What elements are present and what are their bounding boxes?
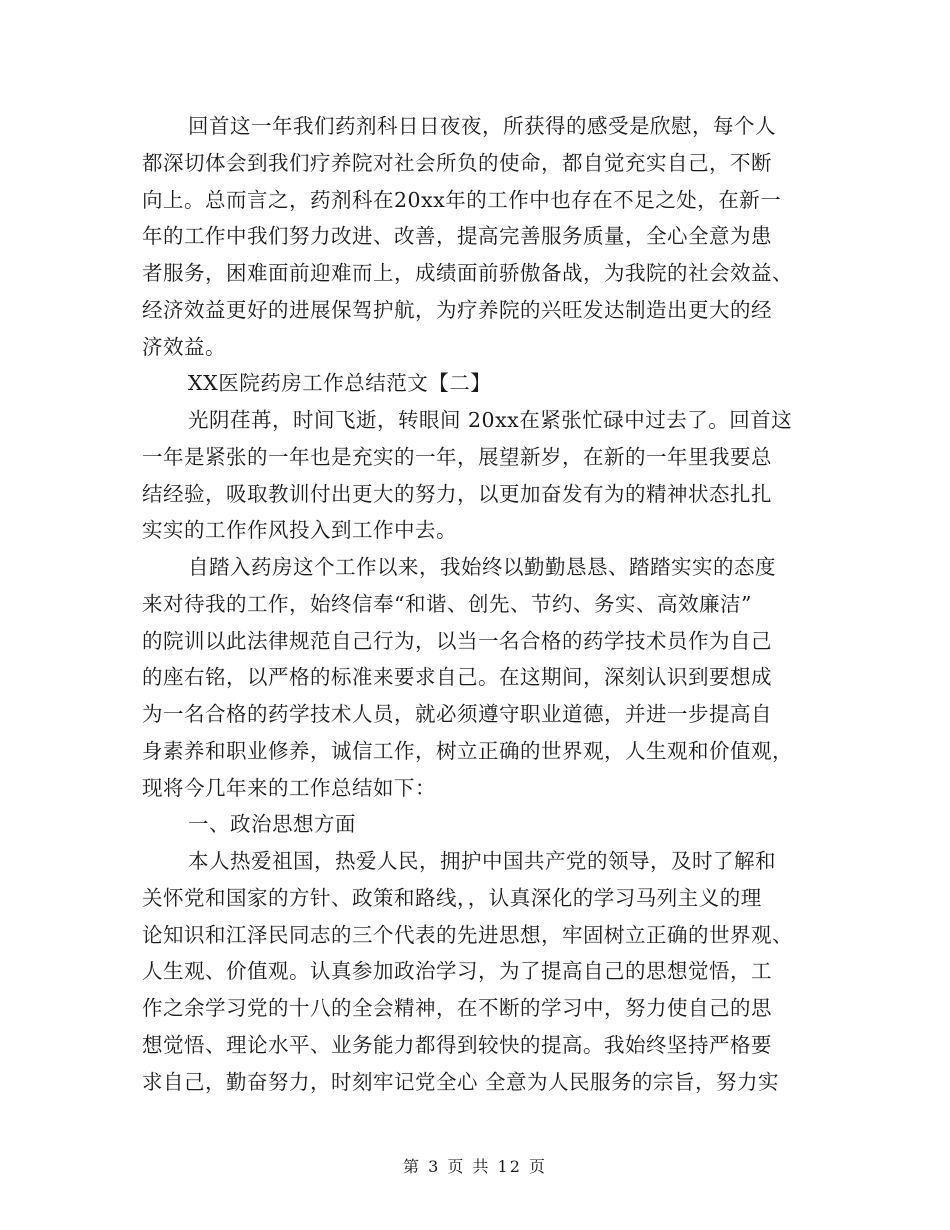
paragraph-line: 现将今几年来的工作总结如下： bbox=[142, 775, 436, 800]
paragraph-line: 来对待我的工作，始终信奉“和谐、创先、节约、务实、高效廉洁” bbox=[142, 591, 752, 616]
paragraph-line: 人生观、价值观。认真参加政治学习，为了提高自己的思想觉悟，工 bbox=[142, 959, 772, 984]
paragraph-line: 经济效益更好的进展保驾护航，为疗养院的兴旺发达制造出更大的经 bbox=[142, 297, 772, 322]
paragraph-line: 都深切体会到我们疗养院对社会所负的使命，都自觉充实自己，不断 bbox=[142, 150, 772, 175]
subsection-heading: 一、政治思想方面 bbox=[188, 812, 356, 837]
paragraph-line: 光阴荏苒，时间飞逝，转眼间 20xx在紧张忙碌中过去了。回首这 bbox=[188, 408, 793, 432]
paragraph-line: 论知识和江泽民同志的三个代表的先进思想，牢固树立正确的世界观、 bbox=[142, 922, 793, 947]
paragraph-line: 年的工作中我们努力改进、改善，提高完善服务质量，全心全意为患 bbox=[142, 224, 772, 249]
body-text bbox=[142, 108, 814, 1100]
page-number-footer: 第 3 页 共 12 页 bbox=[403, 1157, 547, 1176]
paragraph-line: 者服务，困难面前迎难而上，成绩面前骄傲备战，为我院的社会效益、 bbox=[142, 261, 793, 285]
paragraph-line: 作之余学习党的十八的全会精神，在不断的学习中，努力使自己的思 bbox=[142, 996, 772, 1020]
paragraph-line: 一年是紧张的一年也是充实的一年，展望新岁，在新的一年里我要总 bbox=[142, 444, 772, 469]
paragraph-line: 结经验，吸取教训付出更大的努力，以更加奋发有为的精神状态扎扎 bbox=[142, 481, 772, 506]
paragraph-line: 本人热爱祖国，热爱人民，拥护中国共产党的领导，及时了解和 bbox=[188, 849, 776, 873]
paragraph-line: 回首这一年我们药剂科日日夜夜，所获得的感受是欣慰，每个人 bbox=[188, 114, 776, 138]
paragraph-line: 想觉悟、理论水平、业务能力都得到较快的提高。我始终坚持严格要 bbox=[142, 1032, 772, 1057]
paragraph-line: 的座右铭，以严格的标准来要求自己。在这期间，深刻认识到要想成 bbox=[142, 665, 772, 690]
paragraph-line: 为一名合格的药学技术人员，就必须遵守职业道德，并进一步提高自 bbox=[142, 702, 772, 726]
paragraph-line: 身素养和职业修养，诚信工作，树立正确的世界观，人生观和价值观， bbox=[142, 738, 793, 763]
paragraph-line: 实实的工作作风投入到工作中去。 bbox=[142, 518, 457, 543]
paragraph-line: 的院训以此法律规范自己行为，以当一名合格的药学技术员作为自己 bbox=[142, 628, 772, 653]
section-heading: XX医院药房工作总结范文【二】 bbox=[188, 371, 492, 396]
paragraph-line: 关怀党和国家的方针、政策和路线，，认真深化的学习马列主义的理 bbox=[142, 885, 762, 910]
paragraph-line: 自踏入药房这个工作以来，我始终以勤勤恳恳、踏踏实实的态度 bbox=[188, 555, 776, 579]
paragraph-line: 求自己，勤奋努力，时刻牢记党全心 全意为人民服务的宗旨，努力实 bbox=[142, 1069, 780, 1094]
paragraph-line: 济效益。 bbox=[142, 334, 226, 359]
paragraph-line: 向上。总而言之，药剂科在20xx年的工作中也存在不足之处，在新一 bbox=[142, 187, 782, 212]
